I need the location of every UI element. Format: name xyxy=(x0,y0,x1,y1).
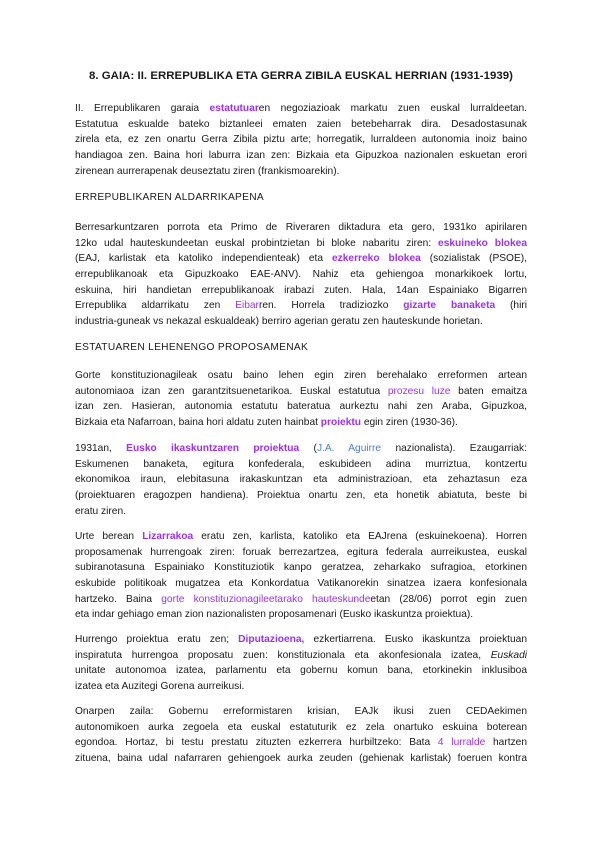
paragraph-line: izatea eta Auzitegi Gorena aurreikusi. xyxy=(75,681,245,693)
highlight-term: 4 lurralde xyxy=(437,737,486,749)
paragraph-line: zituena, baina udal nafarraren gehiengoek aurka zeuden (gehienak karlistak) foeruen kontra xyxy=(75,753,527,765)
highlight-term: estatutuar xyxy=(209,103,259,114)
intro-line: II. Errepublikaren garaia estatutuaren negoziazioak markatu zuen euskal lurraldeetan. xyxy=(75,103,527,114)
paragraph-line: Bizkaia eta Nafarroan, baina hori aldatu zuten hainbat proiektu egin ziren (1930-36). xyxy=(75,417,458,429)
paragraph-line: 12ko udal hauteskundeetan euskal probintzietan bi bloke nabaritu ziren: eskuineko blokea xyxy=(75,237,527,249)
paragraph-line: 1931an, Eusko ikaskuntzaren proiektua (J.A. Aguirre nazionalista). Ezaugarriak: xyxy=(75,443,527,454)
paragraph xyxy=(75,368,527,431)
intro-line: Estatutua eskualde bateko biztanleei ematen zaien betebeharrak dira. Desadostasunak xyxy=(75,118,527,130)
section-heading: ESTATUAREN LEHENENGO PROPOSAMENAK xyxy=(75,342,309,353)
paragraph xyxy=(75,632,527,695)
paragraph-line: hartzeko. Baina gorte konstituzionagileetarako hauteskundeetan (28/06) porrot egin zuen xyxy=(75,593,527,605)
paragraph-line: unitate autonomoa izatea, parlamentu eta gobernu komun bana, etorkinekin inklusiboa xyxy=(75,665,527,677)
paragraph-line: egondoa. Hortaz, bi testu prestatu zituzten ezkerrera hurbiltzeko: Bata 4 lurralde hartzen xyxy=(75,737,527,749)
document-title: 8. GAIA: II. ERREPUBLIKA ETA GERRA ZIBILA EUSKAL HERRIAN (1931-1939) xyxy=(88,70,514,82)
paragraph-line: subiranotasuna Espainiako Konstituziotik kanpo geratzea, zeharkako sufragioa, etorkinen xyxy=(75,562,527,574)
paragraph-line: Errepublika aldarrikatu zen Eibarren. Horrela tradiziozko gizarte banaketa (hiri xyxy=(75,300,527,312)
paragraph-line: eta indar gehiago eman zion nazionalisten proposamenari (Eusko ikaskuntza proiektua). xyxy=(75,609,474,621)
highlight-term: proiektu xyxy=(320,417,361,429)
highlight-term: Lizarrakoa xyxy=(142,531,194,542)
paragraph-line: (proiektuaren eragozpen handiena). Proiektua onartu zen, eta honetik abiatuta, beste bi xyxy=(75,490,527,502)
paragraph xyxy=(75,220,527,330)
paragraph-line: Hurrengo proiektua eratu zen; Diputazioena, ezkertiarrena. Eusko ikaskuntza proiektuan xyxy=(75,634,527,645)
highlight-term: ezkerreko blokea xyxy=(331,253,421,265)
highlight-term: prozesu luze xyxy=(387,385,451,397)
paragraph-line: autonomikoen aurka zegoela eta euskal estatuturik ez zela onartuko eskuina boterean xyxy=(75,721,527,733)
highlight-term: Eibar xyxy=(235,300,259,312)
highlight-term: gizarte banaketa xyxy=(403,300,496,312)
italic-term: Euskadi xyxy=(490,649,527,661)
highlight-term: gorte konstituzionagileetarako hauteskunde xyxy=(161,593,371,605)
paragraph-line: industria-guneak vs nekazal eskualdeak) berriro agerian geratu zen hauteskunde horietan. xyxy=(75,316,483,328)
section-heading: ERREPUBLIKAREN ALDARRIKAPENA xyxy=(75,192,265,203)
paragraph-line: inspiratuta hurrengoa proposatu zuen: konstituzionala eta akonfesionala izatea, Euskadi xyxy=(75,649,527,661)
paragraph-line: autonomiaoa izan zen garantzitsuenetarikoa. Euskal estatutua prozesu luze baten emaitza xyxy=(75,385,528,397)
intro-line: zirela eta, ez zen onartu Gerra Zibila piztu arte; horregatik, lurraldeen autonomia inoiz baino xyxy=(75,134,527,146)
highlight-term: Diputazioena, xyxy=(238,634,305,645)
paragraph xyxy=(75,529,527,623)
paragraph-line: Berresarkuntzaren porrota eta Primo de Riveraren diktadura eta gero, 1931ko apirilaren xyxy=(75,222,527,233)
paragraph xyxy=(75,704,527,767)
highlight-term: eskuineko blokea xyxy=(438,237,527,249)
paragraph-line: Eskumenen banaketa, egitura konfederala, eskubideen adina murriztua, kontzertu xyxy=(75,458,527,470)
paragraph xyxy=(75,441,527,519)
intro-paragraph xyxy=(75,101,527,179)
paragraph-line: proposamenak hurrengoak ziren: foruak berrezartzea, egitura federala aurreikustea, euskal xyxy=(75,546,527,558)
paragraph-line: Gorte konstituzionagileak osatu baino lehen egin ziren berehalako erreformen artean xyxy=(75,370,527,381)
paragraph-line: eskubide politikoak mugatzea eta Konkordatua Vatikanorekin sinatzea izaera konfesionala xyxy=(75,578,527,590)
paragraph-line: ekonomikoa iraun, elebitasuna irakaskuntzan eta administrazioan, eta zehaztasun eza xyxy=(75,474,527,486)
paragraph-line: Urte berean Lizarrakoa eratu zen, karlista, katoliko eta EAJrena (eskuinekoena). Horren xyxy=(75,531,527,542)
person-link[interactable]: J.A. Aguirre xyxy=(316,443,382,454)
paragraph-line: Onarpen zaila: Gobernu erreformistaren krisian, EAJk ikusi zuen CEDAekimen xyxy=(75,706,527,717)
highlight-term: Eusko ikaskuntzaren proiektua xyxy=(126,443,300,454)
intro-line: handiagoa zen. Baina hori laburra izan zen: Bizkaia eta Gipuzkoa nazionalen eskuetan erori xyxy=(75,150,527,162)
paragraph-line: eskuina, hiri handietan errepublikanoak irabazi zuten. Hala, 14an Espainiako Bigarren xyxy=(75,284,527,296)
paragraph-line: errepublikanoak eta Gipuzkoako EAE-ANV). Nahiz eta gehiengoa monarkikoek lortu, xyxy=(75,269,527,281)
paragraph-line: (EAJ, karlistak eta katoliko independienteak) eta ezkerreko blokea (sozialistak (PSOE), xyxy=(75,253,527,265)
paragraph-line: izan zen. Hasieran, autonomia estatutu bateratua aurkeztu nahi zen Araba, Gipuzkoa, xyxy=(75,401,527,413)
paragraph-line: eratu ziren. xyxy=(75,505,126,517)
intro-line: zirenean aurrerapenak deuseztatu ziren (frankismoarekin). xyxy=(75,165,340,177)
